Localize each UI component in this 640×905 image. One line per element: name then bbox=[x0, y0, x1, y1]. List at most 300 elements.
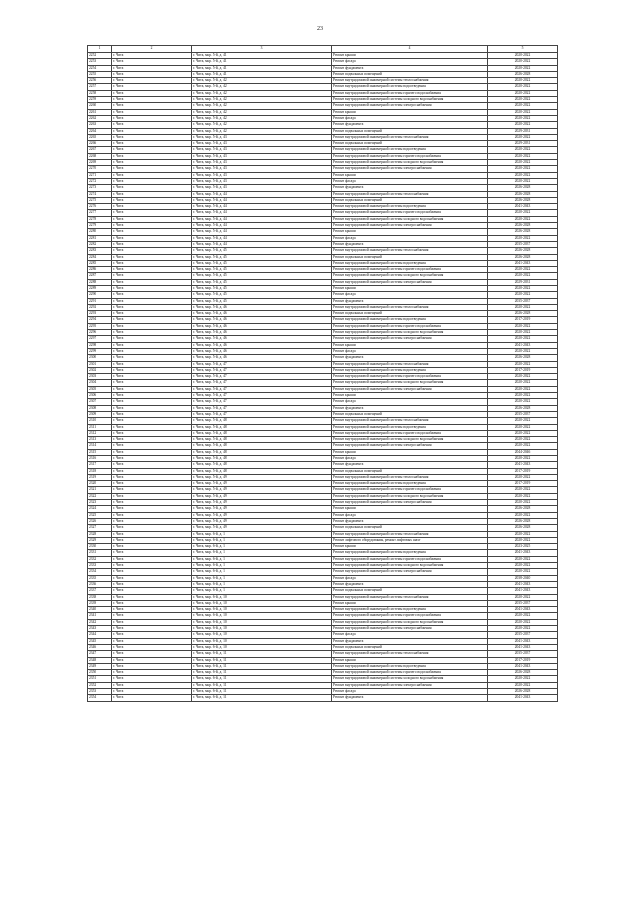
period-cell: 2017-2019 bbox=[488, 317, 558, 323]
period-cell: 2026-2028 bbox=[488, 311, 558, 317]
work-type-cell: Ремонт внутридомовой инженерной системы водоотведения bbox=[332, 204, 488, 210]
municipality-cell: г. Чита bbox=[112, 216, 192, 222]
row-number-cell: 2257 bbox=[88, 84, 112, 90]
work-type-cell: Ремонт внутридомовой инженерной системы горячего водоснабжения bbox=[332, 670, 488, 676]
period-cell: 2020-2022 bbox=[488, 500, 558, 506]
address-cell: г. Чита, мкр. 5-й, д. 49 bbox=[192, 487, 332, 493]
period-cell: 2041-2043 bbox=[488, 550, 558, 556]
municipality-cell: г. Чита bbox=[112, 172, 192, 178]
row-number-cell: 2273 bbox=[88, 185, 112, 191]
work-type-cell: Ремонт фасада bbox=[332, 632, 488, 638]
municipality-cell: г. Чита bbox=[112, 254, 192, 260]
work-type-cell: Ремонт внутридомовой инженерной системы водоотведения bbox=[332, 317, 488, 323]
row-number-cell: 2274 bbox=[88, 191, 112, 197]
work-type-cell: Ремонт фасада bbox=[332, 456, 488, 462]
work-type-cell: Ремонт внутридомовой инженерной системы водоотведения bbox=[332, 607, 488, 613]
row-number-cell: 2329 bbox=[88, 537, 112, 543]
work-type-cell: Ремонт фундамента bbox=[332, 518, 488, 524]
municipality-cell: г. Чита bbox=[112, 166, 192, 172]
municipality-cell: г. Чита bbox=[112, 487, 192, 493]
row-number-cell: 2311 bbox=[88, 424, 112, 430]
row-number-cell: 2301 bbox=[88, 361, 112, 367]
municipality-cell: г. Чита bbox=[112, 342, 192, 348]
work-type-cell: Ремонт внутридомовой инженерной системы электроснабжения bbox=[332, 336, 488, 342]
period-cell: 2020-2022 bbox=[488, 399, 558, 405]
address-cell: г. Чита, мкр. 5-й, д. 45 bbox=[192, 260, 332, 266]
row-number-cell: 2328 bbox=[88, 531, 112, 537]
column-header: 4 bbox=[332, 46, 488, 53]
work-type-cell: Ремонт внутридомовой инженерной системы теплоснабжения bbox=[332, 418, 488, 424]
row-number-cell: 2284 bbox=[88, 254, 112, 260]
municipality-cell: г. Чита bbox=[112, 657, 192, 663]
work-type-cell: Ремонт внутридомовой инженерной системы водоотведения bbox=[332, 84, 488, 90]
row-number-cell: 2353 bbox=[88, 688, 112, 694]
row-number-cell: 2305 bbox=[88, 386, 112, 392]
repair-schedule-table-container bbox=[87, 45, 557, 702]
municipality-cell: г. Чита bbox=[112, 267, 192, 273]
work-type-cell: Ремонт внутридомовой инженерной системы холодного водоснабжения bbox=[332, 273, 488, 279]
row-number-cell: 2288 bbox=[88, 279, 112, 285]
work-type-cell: Ремонт фасада bbox=[332, 115, 488, 121]
period-cell: 2020-2022 bbox=[488, 235, 558, 241]
municipality-cell: г. Чита bbox=[112, 563, 192, 569]
address-cell: г. Чита, мкр. 6-й, д. 11 bbox=[192, 657, 332, 663]
period-cell: 2035-2037 bbox=[488, 651, 558, 657]
municipality-cell: г. Чита bbox=[112, 229, 192, 235]
address-cell: г. Чита, мкр. 5-й, д. 42 bbox=[192, 103, 332, 109]
period-cell: 2020-2022 bbox=[488, 134, 558, 140]
row-number-cell: 2315 bbox=[88, 449, 112, 455]
municipality-cell: г. Чита bbox=[112, 128, 192, 134]
row-number-cell: 2294 bbox=[88, 317, 112, 323]
row-number-cell: 2321 bbox=[88, 487, 112, 493]
table-header-row bbox=[88, 46, 558, 53]
period-cell: 2020-2022 bbox=[488, 443, 558, 449]
address-cell: г. Чита, мкр. 5-й, д. 49 bbox=[192, 525, 332, 531]
row-number-cell: 2334 bbox=[88, 569, 112, 575]
municipality-cell: г. Чита bbox=[112, 619, 192, 625]
period-cell: 2035-2037 bbox=[488, 411, 558, 417]
row-number-cell: 2335 bbox=[88, 575, 112, 581]
municipality-cell: г. Чита bbox=[112, 279, 192, 285]
address-cell: г. Чита, мкр. 5-й, д. 45 bbox=[192, 267, 332, 273]
work-type-cell: Ремонт внутридомовой инженерной системы водоотведения bbox=[332, 260, 488, 266]
work-type-cell: Ремонт фундамента bbox=[332, 355, 488, 361]
period-cell: 2020-2022 bbox=[488, 216, 558, 222]
municipality-cell: г. Чита bbox=[112, 292, 192, 298]
work-type-cell: Ремонт фундамента bbox=[332, 581, 488, 587]
address-cell: г. Чита, мкр. 5-й, д. 46 bbox=[192, 311, 332, 317]
work-type-cell: Ремонт крыши bbox=[332, 393, 488, 399]
row-number-cell: 2313 bbox=[88, 437, 112, 443]
address-cell: г. Чита, мкр. 6-й, д. 10 bbox=[192, 632, 332, 638]
work-type-cell: Ремонт внутридомовой инженерной системы электроснабжения bbox=[332, 500, 488, 506]
address-cell: г. Чита, мкр. 5-й, д. 48 bbox=[192, 462, 332, 468]
period-cell: 2020-2022 bbox=[488, 97, 558, 103]
municipality-cell: г. Чита bbox=[112, 613, 192, 619]
municipality-cell: г. Чита bbox=[112, 348, 192, 354]
row-number-cell: 2266 bbox=[88, 141, 112, 147]
period-cell: 2041-2043 bbox=[488, 588, 558, 594]
period-cell: 2020-2022 bbox=[488, 53, 558, 59]
municipality-cell: г. Чита bbox=[112, 304, 192, 310]
municipality-cell: г. Чита bbox=[112, 468, 192, 474]
work-type-cell: Ремонт внутридомовой инженерной системы холодного водоснабжения bbox=[332, 160, 488, 166]
address-cell: г. Чита, мкр. 5-й, д. 48 bbox=[192, 418, 332, 424]
address-cell: г. Чита, мкр. 5-й, д. 42 bbox=[192, 109, 332, 115]
work-type-cell: Ремонт внутридомовой инженерной системы горячего водоснабжения bbox=[332, 90, 488, 96]
address-cell: г. Чита, мкр. 6-й, д. 10 bbox=[192, 626, 332, 632]
row-number-cell: 2344 bbox=[88, 632, 112, 638]
row-number-cell: 2256 bbox=[88, 78, 112, 84]
row-number-cell: 2322 bbox=[88, 493, 112, 499]
period-cell: 2029-2031 bbox=[488, 279, 558, 285]
row-number-cell: 2289 bbox=[88, 285, 112, 291]
address-cell: г. Чита, мкр. 5-й, д. 42 bbox=[192, 84, 332, 90]
row-number-cell: 2258 bbox=[88, 90, 112, 96]
work-type-cell: Ремонт фундамента bbox=[332, 405, 488, 411]
work-type-cell: Ремонт внутридомовой инженерной системы водоотведения bbox=[332, 147, 488, 153]
address-cell: г. Чита, мкр. 5-й, д. 49 bbox=[192, 500, 332, 506]
row-number-cell: 2326 bbox=[88, 518, 112, 524]
work-type-cell: Ремонт подвальных помещений bbox=[332, 254, 488, 260]
column-header: 3 bbox=[192, 46, 332, 53]
column-header: 1 bbox=[88, 46, 112, 53]
work-type-cell: Ремонт фундамента bbox=[332, 65, 488, 71]
period-cell: 2020-2022 bbox=[488, 682, 558, 688]
work-type-cell: Ремонт внутридомовой инженерной системы теплоснабжения bbox=[332, 361, 488, 367]
address-cell: г. Чита, мкр. 6-й, д. 11 bbox=[192, 688, 332, 694]
work-type-cell: Ремонт внутридомовой инженерной системы холодного водоснабжения bbox=[332, 330, 488, 336]
address-cell: г. Чита, мкр. 5-й, д. 46 bbox=[192, 336, 332, 342]
period-cell: 2026-2028 bbox=[488, 229, 558, 235]
period-cell: 2020-2022 bbox=[488, 267, 558, 273]
address-cell: г. Чита, мкр. 5-й, д. 46 bbox=[192, 342, 332, 348]
address-cell: г. Чита, мкр. 5-й, д. 48 bbox=[192, 443, 332, 449]
row-number-cell: 2302 bbox=[88, 367, 112, 373]
row-number-cell: 2276 bbox=[88, 204, 112, 210]
period-cell: 2020-2022 bbox=[488, 437, 558, 443]
row-number-cell: 2352 bbox=[88, 682, 112, 688]
work-type-cell: Ремонт крыши bbox=[332, 506, 488, 512]
row-number-cell: 2319 bbox=[88, 474, 112, 480]
municipality-cell: г. Чита bbox=[112, 317, 192, 323]
municipality-cell: г. Чита bbox=[112, 380, 192, 386]
address-cell: г. Чита, мкр. 6-й, д. 1 bbox=[192, 550, 332, 556]
address-cell: г. Чита, мкр. 5-й, д. 45 bbox=[192, 298, 332, 304]
period-cell: 2020-2022 bbox=[488, 160, 558, 166]
period-cell: 2017-2019 bbox=[488, 468, 558, 474]
work-type-cell: Ремонт внутридомовой инженерной системы горячего водоснабжения bbox=[332, 323, 488, 329]
municipality-cell: г. Чита bbox=[112, 53, 192, 59]
municipality-cell: г. Чита bbox=[112, 185, 192, 191]
municipality-cell: г. Чита bbox=[112, 399, 192, 405]
period-cell: 2020-2022 bbox=[488, 493, 558, 499]
row-number-cell: 2300 bbox=[88, 355, 112, 361]
address-cell: г. Чита, мкр. 5-й, д. 48 bbox=[192, 430, 332, 436]
municipality-cell: г. Чита bbox=[112, 298, 192, 304]
work-type-cell: Ремонт фундамента bbox=[332, 638, 488, 644]
period-cell: 2020-2022 bbox=[488, 78, 558, 84]
row-number-cell: 2262 bbox=[88, 115, 112, 121]
municipality-cell: г. Чита bbox=[112, 361, 192, 367]
work-type-cell: Ремонт внутридомовой инженерной системы холодного водоснабжения bbox=[332, 493, 488, 499]
period-cell: 2020-2022 bbox=[488, 676, 558, 682]
municipality-cell: г. Чита bbox=[112, 575, 192, 581]
work-type-cell: Ремонт внутридомовой инженерной системы холодного водоснабжения bbox=[332, 97, 488, 103]
period-cell: 2029-2031 bbox=[488, 128, 558, 134]
work-type-cell: Ремонт внутридомовой инженерной системы электроснабжения bbox=[332, 279, 488, 285]
period-cell: 2041-2043 bbox=[488, 462, 558, 468]
row-number-cell: 2318 bbox=[88, 468, 112, 474]
address-cell: г. Чита, мкр. 6-й, д. 1 bbox=[192, 588, 332, 594]
row-number-cell: 2283 bbox=[88, 248, 112, 254]
address-cell: г. Чита, мкр. 5-й, д. 43 bbox=[192, 185, 332, 191]
municipality-cell: г. Чита bbox=[112, 210, 192, 216]
row-number-cell: 2350 bbox=[88, 670, 112, 676]
work-type-cell: Ремонт крыши bbox=[332, 657, 488, 663]
period-cell: 2020-2022 bbox=[488, 330, 558, 336]
municipality-cell: г. Чита bbox=[112, 676, 192, 682]
row-number-cell: 2342 bbox=[88, 619, 112, 625]
municipality-cell: г. Чита bbox=[112, 411, 192, 417]
address-cell: г. Чита, мкр. 5-й, д. 45 bbox=[192, 248, 332, 254]
address-cell: г. Чита, мкр. 5-й, д. 44 bbox=[192, 210, 332, 216]
address-cell: г. Чита, мкр. 6-й, д. 10 bbox=[192, 600, 332, 606]
period-cell: 2041-2043 bbox=[488, 663, 558, 669]
address-cell: г. Чита, мкр. 5-й, д. 43 bbox=[192, 153, 332, 159]
period-cell: 2020-2022 bbox=[488, 153, 558, 159]
address-cell: г. Чита, мкр. 5-й, д. 43 bbox=[192, 147, 332, 153]
municipality-cell: г. Чита bbox=[112, 191, 192, 197]
municipality-cell: г. Чита bbox=[112, 644, 192, 650]
period-cell: 2041-2043 bbox=[488, 581, 558, 587]
column-header: 5 bbox=[488, 46, 558, 53]
row-number-cell: 2255 bbox=[88, 71, 112, 77]
work-type-cell: Ремонт крыши bbox=[332, 600, 488, 606]
address-cell: г. Чита, мкр. 6-й, д. 10 bbox=[192, 613, 332, 619]
period-cell: 2035-2037 bbox=[488, 241, 558, 247]
address-cell: г. Чита, мкр. 5-й, д. 45 bbox=[192, 292, 332, 298]
address-cell: г. Чита, мкр. 5-й, д. 46 bbox=[192, 348, 332, 354]
address-cell: г. Чита, мкр. 6-й, д. 11 bbox=[192, 670, 332, 676]
address-cell: г. Чита, мкр. 6-й, д. 10 bbox=[192, 644, 332, 650]
row-number-cell: 2280 bbox=[88, 229, 112, 235]
municipality-cell: г. Чита bbox=[112, 531, 192, 537]
work-type-cell: Ремонт внутридомовой инженерной системы водоотведения bbox=[332, 367, 488, 373]
address-cell: г. Чита, мкр. 5-й, д. 42 bbox=[192, 97, 332, 103]
period-cell: 2020-2022 bbox=[488, 374, 558, 380]
address-cell: г. Чита, мкр. 5-й, д. 43 bbox=[192, 141, 332, 147]
address-cell: г. Чита, мкр. 5-й, д. 47 bbox=[192, 405, 332, 411]
table-body bbox=[88, 53, 558, 702]
period-cell: 2020-2022 bbox=[488, 594, 558, 600]
row-number-cell: 2286 bbox=[88, 267, 112, 273]
municipality-cell: г. Чита bbox=[112, 443, 192, 449]
municipality-cell: г. Чита bbox=[112, 550, 192, 556]
row-number-cell: 2297 bbox=[88, 336, 112, 342]
period-cell: 2020-2022 bbox=[488, 122, 558, 128]
row-number-cell: 2316 bbox=[88, 456, 112, 462]
period-cell: 2026-2028 bbox=[488, 71, 558, 77]
period-cell: 2020-2022 bbox=[488, 336, 558, 342]
address-cell: г. Чита, мкр. 5-й, д. 47 bbox=[192, 380, 332, 386]
work-type-cell: Ремонт фундамента bbox=[332, 462, 488, 468]
work-type-cell: Ремонт подвальных помещений bbox=[332, 128, 488, 134]
row-number-cell: 2292 bbox=[88, 304, 112, 310]
row-number-cell: 2254 bbox=[88, 65, 112, 71]
work-type-cell: Ремонт внутридомовой инженерной системы горячего водоснабжения bbox=[332, 487, 488, 493]
row-number-cell: 2332 bbox=[88, 556, 112, 562]
address-cell: г. Чита, мкр. 5-й, д. 46 bbox=[192, 330, 332, 336]
municipality-cell: г. Чита bbox=[112, 235, 192, 241]
address-cell: г. Чита, мкр. 6-й, д. 1 bbox=[192, 569, 332, 575]
address-cell: г. Чита, мкр. 5-й, д. 44 bbox=[192, 229, 332, 235]
period-cell: 2020-2022 bbox=[488, 563, 558, 569]
work-type-cell: Ремонт внутридомовой инженерной системы электроснабжения bbox=[332, 682, 488, 688]
municipality-cell: г. Чита bbox=[112, 336, 192, 342]
row-number-cell: 2275 bbox=[88, 197, 112, 203]
row-number-cell: 2341 bbox=[88, 613, 112, 619]
address-cell: г. Чита, мкр. 5-й, д. 48 bbox=[192, 468, 332, 474]
row-number-cell: 2270 bbox=[88, 166, 112, 172]
row-number-cell: 2310 bbox=[88, 418, 112, 424]
row-number-cell: 2277 bbox=[88, 210, 112, 216]
period-cell: 2020-2022 bbox=[488, 65, 558, 71]
period-cell: 2026-2028 bbox=[488, 405, 558, 411]
work-type-cell: Ремонт крыши bbox=[332, 544, 488, 550]
address-cell: г. Чита, мкр. 5-й, д. 45 bbox=[192, 273, 332, 279]
work-type-cell: Ремонт внутридомовой инженерной системы электроснабжения bbox=[332, 103, 488, 109]
period-cell: 2041-2043 bbox=[488, 695, 558, 701]
period-cell: 2026-2028 bbox=[488, 254, 558, 260]
municipality-cell: г. Чита bbox=[112, 285, 192, 291]
address-cell: г. Чита, мкр. 6-й, д. 1 bbox=[192, 556, 332, 562]
period-cell: 2041-2043 bbox=[488, 342, 558, 348]
municipality-cell: г. Чита bbox=[112, 59, 192, 65]
municipality-cell: г. Чита bbox=[112, 688, 192, 694]
period-cell: 2035-2037 bbox=[488, 632, 558, 638]
municipality-cell: г. Чита bbox=[112, 512, 192, 518]
row-number-cell: 2331 bbox=[88, 550, 112, 556]
address-cell: г. Чита, мкр. 5-й, д. 42 bbox=[192, 122, 332, 128]
address-cell: г. Чита, мкр. 5-й, д. 41 bbox=[192, 59, 332, 65]
period-cell: 2020-2022 bbox=[488, 292, 558, 298]
municipality-cell: г. Чита bbox=[112, 248, 192, 254]
address-cell: г. Чита, мкр. 5-й, д. 47 bbox=[192, 393, 332, 399]
period-cell: 2035-2037 bbox=[488, 600, 558, 606]
period-cell: 2020-2022 bbox=[488, 512, 558, 518]
row-number-cell: 2336 bbox=[88, 581, 112, 587]
address-cell: г. Чита, мкр. 5-й, д. 42 bbox=[192, 78, 332, 84]
municipality-cell: г. Чита bbox=[112, 430, 192, 436]
municipality-cell: г. Чита bbox=[112, 449, 192, 455]
address-cell: г. Чита, мкр. 5-й, д. 48 bbox=[192, 449, 332, 455]
row-number-cell: 2320 bbox=[88, 481, 112, 487]
municipality-cell: г. Чита bbox=[112, 153, 192, 159]
row-number-cell: 2303 bbox=[88, 374, 112, 380]
address-cell: г. Чита, мкр. 5-й, д. 49 bbox=[192, 506, 332, 512]
address-cell: г. Чита, мкр. 6-й, д. 1 bbox=[192, 575, 332, 581]
work-type-cell: Ремонт подвальных помещений bbox=[332, 71, 488, 77]
period-cell: 2026-2028 bbox=[488, 185, 558, 191]
period-cell: 2020-2022 bbox=[488, 323, 558, 329]
address-cell: г. Чита, мкр. 6-й, д. 11 bbox=[192, 676, 332, 682]
work-type-cell: Ремонт внутридомовой инженерной системы горячего водоснабжения bbox=[332, 430, 488, 436]
municipality-cell: г. Чита bbox=[112, 147, 192, 153]
work-type-cell: Ремонт внутридомовой инженерной системы электроснабжения bbox=[332, 386, 488, 392]
municipality-cell: г. Чита bbox=[112, 481, 192, 487]
address-cell: г. Чита, мкр. 5-й, д. 43 bbox=[192, 178, 332, 184]
work-type-cell: Ремонт подвальных помещений bbox=[332, 311, 488, 317]
row-number-cell: 2267 bbox=[88, 147, 112, 153]
municipality-cell: г. Чита bbox=[112, 506, 192, 512]
work-type-cell: Ремонт внутридомовой инженерной системы горячего водоснабжения bbox=[332, 556, 488, 562]
address-cell: г. Чита, мкр. 5-й, д. 41 bbox=[192, 71, 332, 77]
row-number-cell: 2314 bbox=[88, 443, 112, 449]
municipality-cell: г. Чита bbox=[112, 493, 192, 499]
period-cell: 2020-2022 bbox=[488, 147, 558, 153]
row-number-cell: 2279 bbox=[88, 223, 112, 229]
period-cell: 2026-2028 bbox=[488, 518, 558, 524]
address-cell: г. Чита, мкр. 5-й, д. 46 bbox=[192, 304, 332, 310]
municipality-cell: г. Чита bbox=[112, 122, 192, 128]
period-cell: 2020-2022 bbox=[488, 172, 558, 178]
municipality-cell: г. Чита bbox=[112, 525, 192, 531]
work-type-cell: Ремонт внутридомовой инженерной системы электроснабжения bbox=[332, 569, 488, 575]
work-type-cell: Ремонт внутридомовой инженерной системы теплоснабжения bbox=[332, 651, 488, 657]
municipality-cell: г. Чита bbox=[112, 103, 192, 109]
period-cell: 2020-2022 bbox=[488, 556, 558, 562]
work-type-cell: Ремонт фундамента bbox=[332, 185, 488, 191]
municipality-cell: г. Чита bbox=[112, 651, 192, 657]
municipality-cell: г. Чита bbox=[112, 160, 192, 166]
address-cell: г. Чита, мкр. 6-й, д. 1 bbox=[192, 531, 332, 537]
period-cell: 2020-2022 bbox=[488, 304, 558, 310]
address-cell: г. Чита, мкр. 6-й, д. 1 bbox=[192, 544, 332, 550]
municipality-cell: г. Чита bbox=[112, 500, 192, 506]
work-type-cell: Ремонт внутридомовой инженерной системы холодного водоснабжения bbox=[332, 380, 488, 386]
municipality-cell: г. Чита bbox=[112, 141, 192, 147]
period-cell: 2020-2022 bbox=[488, 361, 558, 367]
municipality-cell: г. Чита bbox=[112, 134, 192, 140]
row-number-cell: 2291 bbox=[88, 298, 112, 304]
municipality-cell: г. Чита bbox=[112, 178, 192, 184]
work-type-cell: Ремонт фасада bbox=[332, 235, 488, 241]
municipality-cell: г. Чита bbox=[112, 607, 192, 613]
period-cell: 2026-2028 bbox=[488, 525, 558, 531]
work-type-cell: Ремонт внутридомовой инженерной системы горячего водоснабжения bbox=[332, 267, 488, 273]
work-type-cell: Ремонт подвальных помещений bbox=[332, 588, 488, 594]
municipality-cell: г. Чита bbox=[112, 330, 192, 336]
period-cell: 2026-2028 bbox=[488, 506, 558, 512]
municipality-cell: г. Чита bbox=[112, 462, 192, 468]
work-type-cell: Ремонт фундамента bbox=[332, 298, 488, 304]
work-type-cell: Ремонт подвальных помещений bbox=[332, 197, 488, 203]
period-cell: 2020-2022 bbox=[488, 537, 558, 543]
period-cell: 2026-2028 bbox=[488, 248, 558, 254]
municipality-cell: г. Чита bbox=[112, 115, 192, 121]
work-type-cell: Ремонт внутридомовой инженерной системы теплоснабжения bbox=[332, 304, 488, 310]
work-type-cell: Ремонт внутридомовой инженерной системы горячего водоснабжения bbox=[332, 153, 488, 159]
municipality-cell: г. Чита bbox=[112, 323, 192, 329]
period-cell: 2020-2022 bbox=[488, 178, 558, 184]
row-number-cell: 2298 bbox=[88, 342, 112, 348]
period-cell: 2020-2022 bbox=[488, 84, 558, 90]
address-cell: г. Чита, мкр. 5-й, д. 45 bbox=[192, 285, 332, 291]
work-type-cell: Ремонт внутридомовой инженерной системы горячего водоснабжения bbox=[332, 374, 488, 380]
period-cell: 2020-2022 bbox=[488, 393, 558, 399]
